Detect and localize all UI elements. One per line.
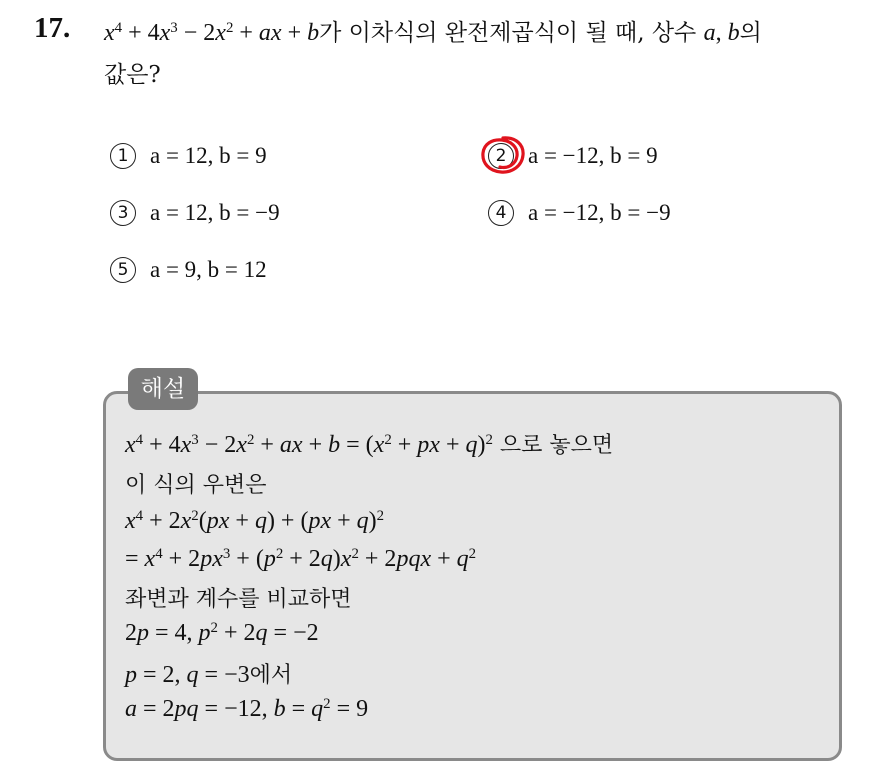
choice-number-1: 1 <box>110 143 136 169</box>
answer-marker-circle <box>478 134 528 176</box>
solution-line-3: $x^4 + 2x^2(px + q) + (px + q)^2$ <box>125 507 385 534</box>
choice-text-2: a = −12, b = 9 <box>528 143 658 168</box>
choice-number-3: 3 <box>110 200 136 226</box>
solution-line-7: p = 2, q = −3에서 <box>125 662 293 688</box>
choice-number-4: 4 <box>488 200 514 226</box>
solution-line-8: a = 2pq = −12, $b = q^2 = 9$ <box>125 695 369 722</box>
solution-line-1: $x^4 + 4x^3 - 2x^2$ + ax + $b = (x^2$ + px + q)$^2$ 으로 놓으면 <box>125 431 614 458</box>
question-stem-line1 <box>104 14 762 47</box>
choice-text-5: a = 9, b = 12 <box>150 257 267 282</box>
constants-ab: a, b <box>703 20 740 46</box>
stem-text: 가 이차식의 완전제곱식이 될 때, 상수 <box>319 20 697 46</box>
solution-text-7: 에서 <box>249 663 293 688</box>
question-stem-line2: 값은? <box>104 62 161 88</box>
polynomial-expression: $x^4 + 4x^3 - 2x^2$ + ax + b <box>104 19 320 46</box>
choice-1[interactable] <box>110 143 267 169</box>
stem-end: 의 <box>739 20 762 46</box>
choice-text-3: a = 12, b = −9 <box>150 200 280 225</box>
choice-5[interactable] <box>110 257 267 283</box>
choice-text-4: a = −12, b = −9 <box>528 200 671 225</box>
choice-text-1: a = 12, b = 9 <box>150 143 267 168</box>
solution-text-1: 으로 놓으면 <box>492 433 614 458</box>
solution-line-4: = $x^4 + 2px^3 + (p^2 + 2q)x^2 + 2pqx + q^2$ <box>125 545 477 572</box>
solution-tag: 해설 <box>128 368 198 410</box>
solution-line-2: 이 식의 우변은 <box>125 473 267 498</box>
solution-line-6: 2p = 4, $p^2 + 2q = -2$ <box>125 619 319 646</box>
choice-3[interactable] <box>110 200 280 226</box>
question-number: 17. <box>34 12 71 44</box>
choice-4[interactable] <box>488 200 671 226</box>
choice-number-5: 5 <box>110 257 136 283</box>
choice-number-2: 2 <box>488 143 514 169</box>
solution-line-5: 좌변과 계수를 비교하면 <box>125 587 352 612</box>
